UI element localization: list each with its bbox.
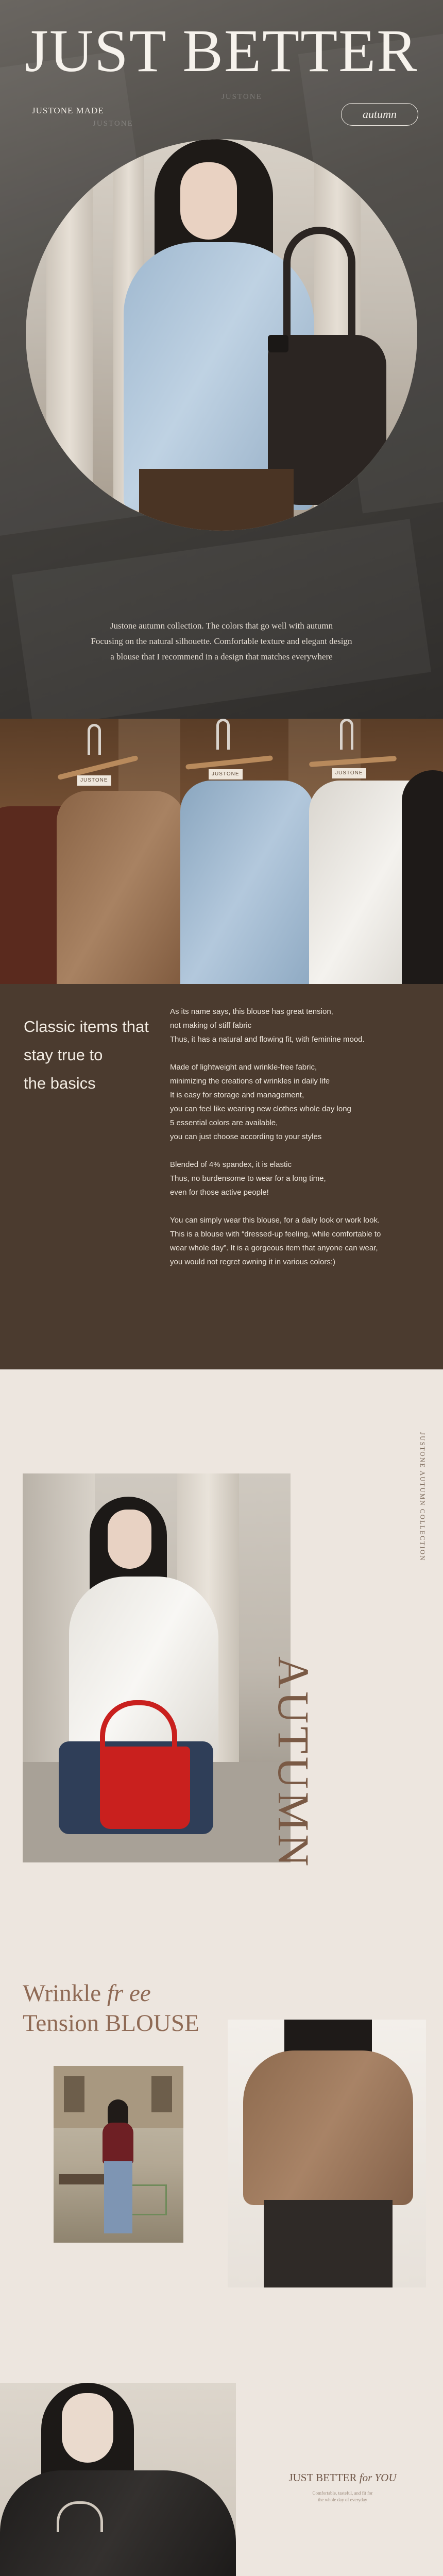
closing-tagline <box>278 2471 407 2484</box>
black-blouse-model-photo <box>0 2383 236 2576</box>
closing-subtitle-line: the whole day of everyday <box>318 2497 367 2502</box>
hero-copy-line: Focusing on the natural silhouette. Comfortable texture and elegant design <box>91 636 352 646</box>
window <box>64 2076 84 2112</box>
hanger-hook <box>340 719 353 750</box>
camel-blouse <box>57 791 185 984</box>
description-line: Thus, it has a natural and flowing fit, with feminine mood. <box>170 1035 365 1044</box>
ghost-brand-label: JUSTONE <box>93 120 133 128</box>
ghost-brand-label: JUSTONE <box>222 93 262 101</box>
dark-pleated-skirt <box>264 2200 393 2287</box>
description-line: Thus, no burdensome to wear for a long time, <box>170 1174 326 1183</box>
brand-label-tag: JUSTONE <box>77 775 111 786</box>
description-line: minimizing the creations of wrinkles in daily life <box>170 1077 330 1086</box>
tension-blouse-word: Tension BLOUSE <box>23 2010 199 2037</box>
description-line: even for those active people! <box>170 1188 269 1197</box>
description-line: It is easy for storage and management, <box>170 1091 304 1099</box>
street-style-photo <box>54 2066 183 2243</box>
wrinkle-free-title <box>23 1978 208 2038</box>
window <box>151 2076 172 2112</box>
building-pillar <box>46 139 93 531</box>
model-face <box>180 162 237 240</box>
hero-copy-line: Justone autumn collection. The colors that go well with autumn <box>110 621 333 631</box>
description-line: 5 essential colors are available, <box>170 1118 278 1127</box>
closing-subtitle <box>278 2490 407 2503</box>
red-handbag <box>100 1747 190 1829</box>
classic-heading-line: stay true to <box>24 1046 103 1064</box>
black-blouse <box>0 2470 236 2576</box>
brand-label-tag: JUSTONE <box>332 768 366 778</box>
light-jeans <box>104 2161 132 2233</box>
wrist-watch <box>268 335 288 352</box>
white-blouse-model-photo <box>23 1473 291 1862</box>
description-line: Made of lightweight and wrinkle-free fabric, <box>170 1063 317 1072</box>
closing-tagline-italic: for YOU <box>359 2471 397 2484</box>
camel-blouse <box>243 2050 413 2205</box>
wooden-hanger <box>185 755 273 770</box>
description-line: you can just choose according to your styles <box>170 1132 322 1141</box>
black-blouse <box>402 770 443 984</box>
hero-model-photo <box>26 139 417 531</box>
camel-blouse-model-photo <box>228 2020 426 2287</box>
hero-brand-label: JUSTONE MADE <box>32 106 104 115</box>
description-line: As its name says, this blouse has great tension, <box>170 1007 333 1016</box>
classic-heading-line: the basics <box>24 1074 96 1092</box>
description-line: This is a blouse with “dressed-up feeling, while comfortable to <box>170 1230 381 1239</box>
closing-subtitle-line: Comfortable, tasteful, and fit for <box>312 2490 373 2496</box>
collection-vertical-caption: JUSTONE AUTUMN COLLECTION <box>419 1432 427 1562</box>
season-badge: autumn <box>341 103 418 126</box>
autumn-vertical-title: AUTUMN <box>269 1656 318 1870</box>
classic-items-section <box>0 984 443 1369</box>
description-line: wear whole day”. It is a gorgeous item that anyone can wear, <box>170 1244 378 1252</box>
blue-blouse <box>180 781 314 984</box>
description-line: You can simply wear this blouse, for a daily look or work look. <box>170 1216 380 1225</box>
description-line: not making of stiff fabric <box>170 1021 252 1030</box>
hanger-hook <box>216 719 230 750</box>
description-line: you can feel like wearing new clothes whole day long <box>170 1105 351 1113</box>
brand-label-tag: JUSTONE <box>209 769 243 779</box>
description-line: Blended of 4% spandex, it is elastic <box>170 1160 292 1169</box>
closing-tagline-main: JUST BETTER <box>288 2471 357 2484</box>
wrinkle-word: Wrinkle <box>23 1980 101 2007</box>
hanging-blouses-photo <box>0 719 443 984</box>
model-face <box>62 2393 113 2463</box>
classic-description <box>170 1005 428 1269</box>
hero-copy-line: a blouse that I recommend in a design that matches everywhere <box>110 652 333 662</box>
hero-banner <box>0 0 443 719</box>
classic-heading <box>24 1012 173 1097</box>
classic-heading-line: Classic items that <box>24 1018 149 1036</box>
hero-description <box>0 618 443 665</box>
hanger-hook <box>88 724 101 755</box>
bicycle-rack <box>131 2184 167 2215</box>
hero-title: JUST BETTER <box>25 17 418 84</box>
model-face <box>108 1510 151 1569</box>
brown-skirt <box>139 469 294 531</box>
burgundy-blouse <box>103 2123 133 2164</box>
free-word: fr ee <box>107 1980 151 2007</box>
description-line: you would not regret owning it in various colors:) <box>170 1258 335 1266</box>
